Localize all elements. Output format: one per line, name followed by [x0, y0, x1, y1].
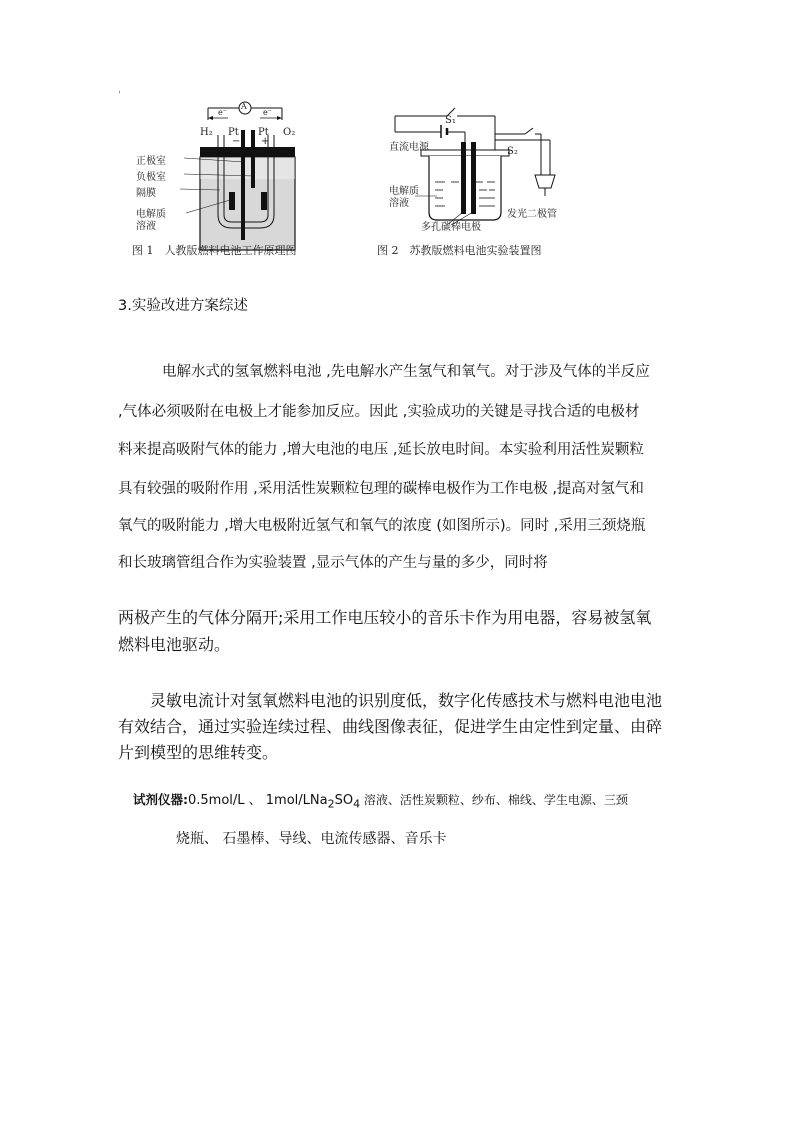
paragraph-1-line: ,气体必须吸附在电极上才能参加反应。因此 ,实验成功的关键是寻找合适的电极材 [118, 404, 640, 420]
paragraph-3-line: 片到模型的思维转变。 [118, 743, 279, 762]
paragraph-1-line: 具有较强的吸附作用 ,采用活性炭颗粒包理的碳棒电极作为工作电极 ,提高对氢气和 [118, 481, 644, 497]
section-heading: 3.实验改进方案综述 [118, 298, 248, 314]
paragraph-2-line: 燃料电池驱动。 [118, 635, 231, 654]
paragraph-3-line: 有效结合，通过实验连续过程、曲线图像表征，促进学生由定性到定量、由碎 [118, 717, 663, 736]
figure-1-caption: 图 1 人教版燃料电池工作原理图 [132, 244, 297, 257]
paragraph-1-line: 电解水式的氢氧燃料电池 ,先电解水产生氢气和氧气。对于涉及气体的半反应 [162, 364, 650, 380]
led-label: 发光二极管 [507, 209, 557, 220]
dc-power-label: 直流电源 [389, 142, 429, 153]
reagents-line-2: 烧瓶、 石墨棒、导线、电流传感器、音乐卡 [176, 831, 447, 847]
paragraph-1-line: 料来提高吸附气体的能力 ,增大电池的电压 ,延长放电时间。本实验利用活性炭颗粒 [118, 442, 644, 458]
electrolyte-label-line1: 电解质 [389, 186, 419, 197]
switch-s1-label: S₁ [445, 115, 456, 126]
porous-carbon-electrode-label: 多孔碳棒电极 [421, 222, 481, 233]
o2-label: O₂ [283, 127, 296, 138]
ammeter-label: A [241, 102, 247, 111]
subscript-2: 2 [327, 797, 335, 811]
sulfate-formula: SO [334, 793, 354, 808]
negative-chamber-label: 负极室 [136, 172, 166, 183]
subscript-4: 4 [353, 797, 361, 811]
figure-1 [120, 100, 345, 265]
pt-right-label: Pt [258, 127, 269, 138]
stray-mark: ˌ [118, 84, 121, 95]
electron-right-label: e⁻ [263, 108, 272, 117]
electrolyte-label-line2: 溶液 [136, 221, 156, 232]
pt-left-label: Pt [228, 127, 239, 138]
figure-2-caption: 图 2 苏教版燃料电池实验装置图 [377, 244, 542, 257]
figure-2 [375, 100, 585, 265]
paragraph-1-line: 氧气的吸附能力 ,增大电极附近氢气和氧气的浓度 (如图所示)。同时 ,采用三颈烧瓶 [118, 518, 646, 534]
reagents-list: 溶液、活性炭颗粒、纱布、棉线、学生电源、三颈 [360, 793, 628, 807]
positive-chamber-label: 正极室 [136, 156, 166, 167]
h2-label: H₂ [200, 127, 213, 138]
electron-left-label: e⁻ [218, 108, 227, 117]
paragraph-1-line: 和长玻璃管组合作为实验装置 ,显示气体的产生与量的多少，同时将 [118, 555, 548, 571]
reagents-label: 试剂仪器: [133, 792, 188, 807]
paragraph-3-line: 灵敏电流计对氢氧燃料电池的识别度低，数字化传感技术与燃料电池电池 [150, 691, 663, 710]
plus-sign: + [261, 136, 270, 147]
reagents-line-1 [133, 789, 628, 811]
switch-s2-label: S₂ [507, 146, 518, 157]
reagents-concentration: 0.5mol/L 、 1mol/LNa [188, 793, 328, 808]
paragraph-2-line: 两极产生的气体分隔开;采用工作电压较小的音乐卡作为用电器，容易被氢氧 [118, 608, 652, 627]
minus-sign: − [232, 136, 241, 147]
electrolyte-label-line2: 溶液 [389, 198, 409, 209]
electrolyte-label-line1: 电解质 [136, 209, 166, 220]
membrane-label: 隔膜 [136, 188, 156, 199]
